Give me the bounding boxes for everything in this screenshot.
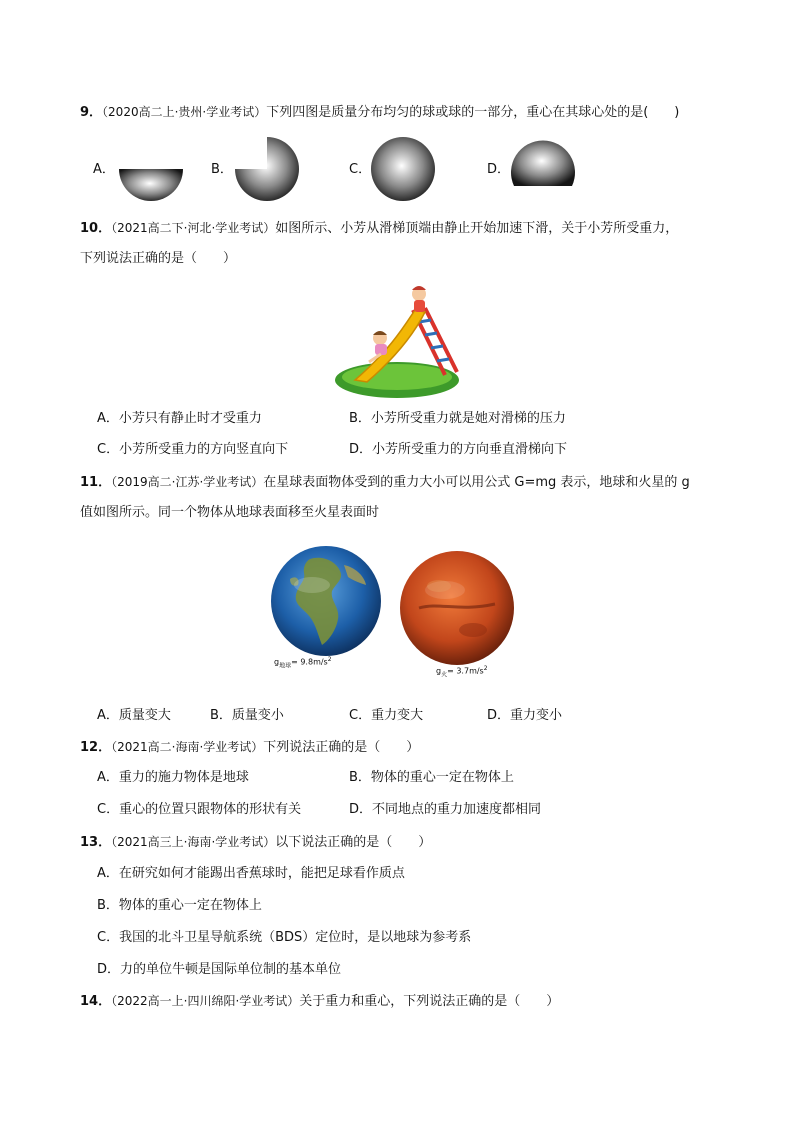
question-13 bbox=[80, 833, 431, 852]
full-sphere-shape bbox=[370, 136, 436, 202]
question-stem: 以下说法正确的是（ ） bbox=[275, 835, 432, 850]
question-stem: 下列说法正确的是（ ） bbox=[263, 740, 420, 755]
question-11-stem-line2: 值如图所示。同一个物体从地球表面移至火星表面时 bbox=[80, 505, 380, 520]
question-source: （2021高二下·河北·学业考试） bbox=[111, 221, 276, 235]
earth-globe-image bbox=[270, 545, 382, 657]
q12-option-d: D．不同地点的重力加速度都相同 bbox=[349, 802, 542, 817]
question-stem: 如图所示、小芳从滑梯顶端由静止开始加速下滑，关于小芳所受重力， bbox=[275, 221, 679, 236]
question-9 bbox=[80, 103, 679, 122]
q12-option-b: B．物体的重心一定在物体上 bbox=[349, 770, 514, 785]
question-number: 11． bbox=[80, 475, 112, 490]
q11-option-a: A．质量变大 bbox=[97, 708, 171, 723]
question-14 bbox=[80, 992, 559, 1011]
q10-option-a: A．小芳只有静止时才受重力 bbox=[97, 411, 262, 426]
hemisphere-lower-shape bbox=[118, 136, 184, 202]
question-10 bbox=[80, 219, 678, 238]
truncated-sphere-shape bbox=[510, 136, 576, 202]
mars-g-label: $g_火= 3.7m/s^2$ bbox=[436, 665, 488, 679]
three-quarter-sphere-shape bbox=[234, 136, 300, 202]
question-number: 10． bbox=[80, 221, 112, 236]
question-source: （2021高三上·海南·学业考试） bbox=[111, 835, 276, 849]
question-source: （2020高二上·贵州·学业考试） bbox=[102, 105, 267, 119]
question-12 bbox=[80, 738, 419, 757]
question-stem: 关于重力和重心，下列说法正确的是（ ） bbox=[299, 994, 560, 1009]
question-number: 9． bbox=[80, 105, 103, 120]
question-11 bbox=[80, 473, 690, 492]
q10-option-b: B．小芳所受重力就是她对滑梯的压力 bbox=[349, 411, 566, 426]
q12-option-a: A．重力的施力物体是地球 bbox=[97, 770, 249, 785]
q13-option-a: A．在研究如何才能踢出香蕉球时，能把足球看作质点 bbox=[97, 866, 405, 881]
question-source: （2021高二·海南·学业考试） bbox=[111, 740, 264, 754]
q11-option-c: C．重力变大 bbox=[349, 708, 424, 723]
question-source: （2019高二·江苏·学业考试） bbox=[111, 475, 264, 489]
question-number: 13． bbox=[80, 835, 112, 850]
q13-option-c: C．我国的北斗卫星导航系统（BDS）定位时，是以地球为参考系 bbox=[97, 930, 472, 945]
question-number: 12． bbox=[80, 740, 112, 755]
q11-option-b: B．质量变小 bbox=[210, 708, 284, 723]
q9-option-b-label: B． bbox=[211, 162, 233, 177]
q11-option-d: D．重力变小 bbox=[487, 708, 563, 723]
question-number: 14． bbox=[80, 994, 112, 1009]
question-10-stem-line2: 下列说法正确的是（ ） bbox=[80, 251, 237, 266]
q10-option-d: D．小芳所受重力的方向垂直滑梯向下 bbox=[349, 442, 568, 457]
mars-globe-image bbox=[399, 550, 515, 666]
question-stem: 在星球表面物体受到的重力大小可以用公式 G=mg 表示，地球和火星的 g bbox=[263, 475, 690, 490]
q13-option-d: D．力的单位牛顿是国际单位制的基本单位 bbox=[97, 962, 342, 977]
q13-option-b: B．物体的重心一定在物体上 bbox=[97, 898, 262, 913]
q10-option-c: C．小芳所受重力的方向竖直向下 bbox=[97, 442, 289, 457]
q9-option-a-label: A． bbox=[93, 162, 115, 177]
earth-g-label: $g_{地球}= 9.8m/s^2$ bbox=[274, 656, 332, 670]
question-source: （2022高一上·四川绵阳·学业考试） bbox=[111, 994, 300, 1008]
question-stem: 下列四图是质量分布均匀的球或球的一部分，重心在其球心处的是( ) bbox=[266, 105, 680, 120]
q9-option-d-label: D． bbox=[487, 162, 511, 177]
playground-slide-illustration bbox=[335, 280, 460, 398]
q9-option-c-label: C． bbox=[349, 162, 372, 177]
q12-option-c: C．重心的位置只跟物体的形状有关 bbox=[97, 802, 302, 817]
